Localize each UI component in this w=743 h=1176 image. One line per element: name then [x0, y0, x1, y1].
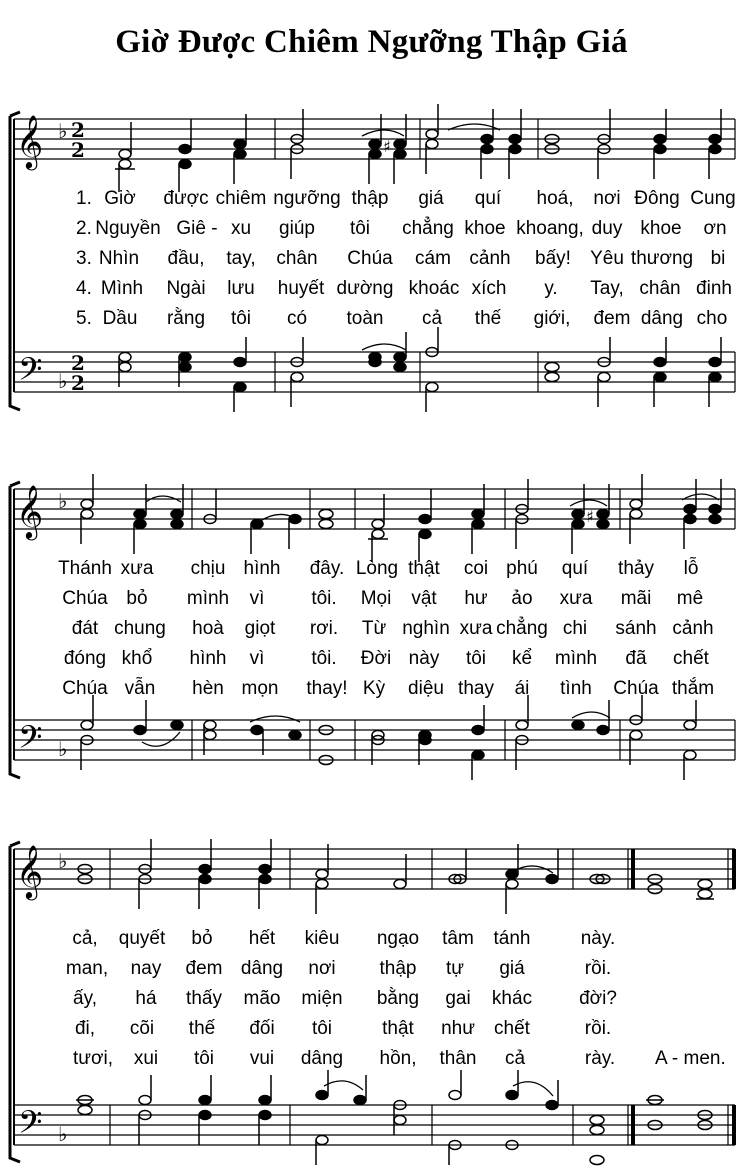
- lyric-syllable: rày.: [584, 1048, 616, 1069]
- lyric-syllable: bằng: [376, 988, 420, 1009]
- lyric-syllable: Thánh: [58, 558, 112, 579]
- lyric-syllable: này: [408, 648, 440, 669]
- svg-text:♭: ♭: [58, 737, 68, 761]
- lyric-syllable: Mọi: [360, 588, 392, 609]
- lyric-syllable: tôi: [311, 1018, 333, 1039]
- lyric-syllable: đinh: [696, 278, 732, 299]
- lyric-syllable: khổ: [121, 648, 153, 669]
- lyric-syllable: Từ: [361, 618, 387, 639]
- svg-text:𝄞: 𝄞: [16, 484, 44, 538]
- lyric-syllable: chân: [276, 248, 318, 269]
- lyric-syllable: thắm: [671, 678, 715, 699]
- lyric-syllable: sánh: [615, 618, 657, 639]
- lyric-line-verse-5: [0, 1048, 743, 1072]
- lyric-syllable: tánh: [493, 928, 531, 949]
- lyric-syllable: kể: [511, 648, 533, 669]
- lyric-syllable: chết: [673, 648, 709, 669]
- lyric-syllable: vui: [249, 1048, 275, 1069]
- svg-text:𝄢: 𝄢: [18, 351, 43, 395]
- lyric-syllable: dâng: [300, 1048, 344, 1069]
- lyric-syllable: ngưỡng: [273, 188, 341, 209]
- lyric-syllable: tôi: [193, 1048, 215, 1069]
- lyric-syllable: vật: [411, 588, 437, 609]
- lyric-syllable: xui: [133, 1048, 159, 1069]
- lyric-syllable: mê: [676, 588, 704, 609]
- lyric-syllable: giá: [418, 188, 444, 209]
- lyric-syllable: thập: [379, 958, 417, 979]
- staff-notation-system-3: [0, 800, 743, 1170]
- lyric-syllable: tay,: [226, 248, 256, 269]
- svg-text:♯: ♯: [586, 507, 594, 526]
- lyric-syllable: đây.: [309, 558, 345, 579]
- lyric-syllable: ái: [514, 678, 530, 699]
- lyric-syllable: hư: [464, 588, 488, 609]
- lyric-syllable: giá: [499, 958, 525, 979]
- lyric-syllable: Nhìn: [98, 248, 140, 269]
- lyric-syllable: hình: [243, 558, 281, 579]
- lyric-syllable: chung: [114, 618, 166, 639]
- lyric-syllable: nơi: [593, 188, 621, 209]
- lyric-syllable: đem: [185, 958, 223, 979]
- lyric-syllable: hết: [248, 928, 276, 949]
- lyric-syllable: đóng: [63, 648, 107, 669]
- lyric-syllable: hồn,: [379, 1048, 417, 1069]
- lyric-syllable: bi: [710, 248, 726, 269]
- lyric-syllable: đời?: [579, 988, 617, 1009]
- lyric-syllable: giọt: [244, 618, 276, 639]
- lyric-syllable: miện: [301, 988, 343, 1009]
- lyric-syllable: khác: [491, 988, 533, 1009]
- lyric-syllable: thế: [474, 308, 502, 329]
- lyric-syllable: nơi: [308, 958, 336, 979]
- lyric-syllable: thế: [188, 1018, 216, 1039]
- lyric-syllable: bỏ: [126, 588, 148, 609]
- lyric-syllable: đối: [249, 1018, 275, 1039]
- verse-number: 1.: [76, 188, 92, 209]
- lyric-syllable: như: [441, 1018, 475, 1039]
- lyric-syllable: hèn: [192, 678, 224, 699]
- lyric-syllable: vẫn: [124, 678, 156, 699]
- amen-text: A - men.: [655, 1048, 726, 1069]
- lyric-syllable: mão: [243, 988, 281, 1009]
- lyric-syllable: Chúa: [62, 678, 108, 699]
- svg-text:𝄞: 𝄞: [16, 114, 44, 168]
- lyric-syllable: nay: [130, 958, 162, 979]
- svg-text:♭: ♭: [58, 119, 68, 143]
- lyric-syllable: Đời: [360, 648, 392, 669]
- svg-text:2: 2: [71, 351, 85, 375]
- svg-text:♭: ♭: [58, 1122, 68, 1146]
- lyric-syllable: rằng: [166, 308, 206, 329]
- lyric-syllable: thay!: [306, 678, 348, 699]
- lyric-syllable: Mình: [100, 278, 144, 299]
- lyric-syllable: cám: [415, 248, 451, 269]
- lyric-syllable: Chúa: [613, 678, 659, 699]
- lyric-syllable: vì: [249, 588, 265, 609]
- lyric-syllable: tâm: [442, 928, 474, 949]
- lyric-syllable: ấy,: [73, 988, 97, 1009]
- lyric-syllable: thảy: [618, 558, 654, 579]
- lyric-syllable: coi: [463, 558, 489, 579]
- svg-text:𝄢: 𝄢: [18, 1104, 43, 1148]
- svg-text:♭: ♭: [58, 489, 68, 513]
- lyric-syllable: khoe: [640, 218, 682, 239]
- lyric-syllable: dâng: [240, 958, 284, 979]
- lyric-line-verse-2: [0, 958, 743, 982]
- lyric-syllable: gai: [445, 988, 471, 1009]
- lyric-syllable: quyết: [118, 928, 166, 949]
- lyric-syllable: đem: [593, 308, 631, 329]
- lyric-syllable: Giờ: [104, 188, 136, 209]
- svg-text:♭: ♭: [58, 849, 68, 873]
- svg-text:♯: ♯: [383, 137, 391, 156]
- lyric-syllable: chịu: [190, 558, 226, 579]
- lyric-syllable: duy: [591, 218, 623, 239]
- lyric-syllable: đi,: [74, 1018, 96, 1039]
- lyric-syllable: tự: [446, 958, 464, 979]
- lyric-syllable: rồi.: [584, 1018, 612, 1039]
- lyric-syllable: y.: [544, 278, 558, 299]
- lyric-syllable: khoang,: [516, 218, 584, 239]
- lyric-syllable: huyết: [277, 278, 325, 299]
- lyric-syllable: Giê -: [176, 218, 218, 239]
- music-system-3: [0, 800, 743, 1170]
- lyric-syllable: Đông: [634, 188, 680, 209]
- lyric-syllable: tôi: [465, 648, 487, 669]
- lyric-syllable: được: [163, 188, 209, 209]
- verse-number: 4.: [76, 278, 92, 299]
- lyric-syllable: tôi.: [311, 588, 337, 609]
- lyric-syllable: thật: [408, 558, 440, 579]
- verse-number: 5.: [76, 308, 92, 329]
- lyric-syllable: tình: [560, 678, 592, 699]
- lyric-syllable: đát: [71, 618, 99, 639]
- lyric-syllable: nghìn: [402, 618, 450, 639]
- lyric-syllable: Lòng: [355, 558, 399, 579]
- lyric-syllable: thật: [382, 1018, 414, 1039]
- lyric-line-verse-5: [0, 308, 743, 332]
- lyric-syllable: quí: [474, 188, 502, 209]
- lyric-syllable: Chúa: [62, 588, 108, 609]
- lyric-line-verse-5: [0, 678, 743, 702]
- lyric-syllable: mọn: [241, 678, 279, 699]
- lyric-line-verse-3: [0, 988, 743, 1012]
- svg-text:𝄞: 𝄞: [16, 844, 44, 898]
- lyric-syllable: ảo: [511, 588, 533, 609]
- lyric-syllable: Nguyền: [95, 218, 161, 239]
- lyric-syllable: diệu: [408, 678, 444, 699]
- lyric-syllable: cảnh: [469, 248, 511, 269]
- lyric-syllable: lưu: [227, 278, 255, 299]
- lyric-syllable: chẳng: [402, 218, 454, 239]
- lyric-syllable: mãi: [620, 588, 652, 609]
- lyric-syllable: bấy!: [535, 248, 571, 269]
- lyric-syllable: chân: [639, 278, 681, 299]
- svg-text:𝄢: 𝄢: [18, 719, 43, 763]
- music-system-2: [0, 470, 743, 790]
- lyric-syllable: thập: [351, 188, 389, 209]
- verse-number: 3.: [76, 248, 92, 269]
- lyric-syllable: Kỳ: [362, 678, 386, 699]
- lyric-syllable: khoe: [464, 218, 506, 239]
- lyric-syllable: tôi: [349, 218, 371, 239]
- lyric-syllable: chẳng: [496, 618, 548, 639]
- lyric-syllable: tươi,: [73, 1048, 113, 1069]
- lyric-syllable: hoá,: [536, 188, 574, 209]
- lyric-syllable: mình: [554, 648, 598, 669]
- lyric-syllable: xưa: [559, 588, 593, 609]
- lyric-syllable: cả: [504, 1048, 526, 1069]
- lyric-syllable: cả,: [72, 928, 98, 949]
- lyric-line-verse-3: [0, 248, 743, 272]
- lyric-syllable: Tay,: [590, 278, 624, 299]
- lyric-syllable: tôi.: [311, 648, 337, 669]
- lyric-syllable: thấy: [186, 988, 222, 1009]
- lyric-line-verse-4: [0, 1018, 743, 1042]
- lyric-syllable: rơi.: [309, 618, 339, 639]
- svg-text:2: 2: [71, 371, 85, 395]
- verse-number: 2.: [76, 218, 92, 239]
- lyric-syllable: vì: [249, 648, 265, 669]
- lyric-syllable: Cung: [690, 188, 736, 209]
- lyric-syllable: giúp: [279, 218, 315, 239]
- lyric-syllable: thay: [458, 678, 494, 699]
- lyric-syllable: chi: [562, 618, 588, 639]
- lyric-syllable: rồi.: [584, 958, 612, 979]
- lyric-syllable: man,: [65, 958, 109, 979]
- lyric-line-verse-3: [0, 618, 743, 642]
- lyric-syllable: Ngài: [166, 278, 206, 299]
- hymn-title: Giờ Được Chiêm Ngưỡng Thập Giá: [115, 24, 628, 60]
- lyric-syllable: xưa: [459, 618, 493, 639]
- lyric-syllable: chết: [494, 1018, 530, 1039]
- lyric-syllable: khoác: [408, 278, 460, 299]
- lyric-syllable: toàn: [346, 308, 384, 329]
- lyric-syllable: tôi: [230, 308, 252, 329]
- lyric-line-verse-1: [0, 928, 743, 952]
- svg-text:2: 2: [71, 118, 85, 142]
- music-system-1: [0, 100, 743, 420]
- svg-text:♭: ♭: [58, 369, 68, 393]
- lyric-syllable: ơn: [703, 218, 727, 239]
- lyric-syllable: dâng: [640, 308, 684, 329]
- lyric-syllable: xích: [471, 278, 507, 299]
- lyric-syllable: xu: [230, 218, 252, 239]
- lyric-syllable: há: [135, 988, 157, 1009]
- lyric-syllable: kiêu: [304, 928, 340, 949]
- lyric-syllable: mình: [186, 588, 230, 609]
- lyric-line-verse-1: [0, 558, 743, 582]
- lyric-syllable: cảnh: [672, 618, 714, 639]
- lyric-line-verse-1: [0, 188, 743, 212]
- lyric-syllable: chiêm: [215, 188, 267, 209]
- lyric-syllable: hình: [189, 648, 227, 669]
- lyric-syllable: này.: [580, 928, 616, 949]
- lyric-syllable: thương: [630, 248, 694, 269]
- lyric-syllable: xưa: [120, 558, 154, 579]
- lyric-syllable: quí: [561, 558, 589, 579]
- lyric-syllable: ngạo: [376, 928, 420, 949]
- svg-text:2: 2: [71, 138, 85, 162]
- lyric-line-verse-4: [0, 278, 743, 302]
- lyric-syllable: phú: [506, 558, 538, 579]
- lyric-syllable: Dầu: [102, 308, 138, 329]
- lyric-syllable: đã: [625, 648, 647, 669]
- lyric-syllable: đầu,: [167, 248, 205, 269]
- lyric-syllable: bỏ: [191, 928, 213, 949]
- lyric-syllable: Chúa: [347, 248, 393, 269]
- lyric-syllable: hoà: [192, 618, 224, 639]
- lyric-syllable: giới,: [533, 308, 571, 329]
- lyric-syllable: có: [286, 308, 308, 329]
- lyric-syllable: cõi: [129, 1018, 155, 1039]
- lyric-line-verse-2: [0, 218, 743, 242]
- lyric-syllable: thân: [439, 1048, 477, 1069]
- lyric-syllable: cả: [421, 308, 443, 329]
- lyric-line-verse-2: [0, 588, 743, 612]
- lyric-line-verse-4: [0, 648, 743, 672]
- lyric-syllable: dường: [336, 278, 394, 299]
- lyric-syllable: Yêu: [590, 248, 624, 269]
- lyric-syllable: cho: [696, 308, 728, 329]
- lyric-syllable: lỗ: [683, 558, 699, 579]
